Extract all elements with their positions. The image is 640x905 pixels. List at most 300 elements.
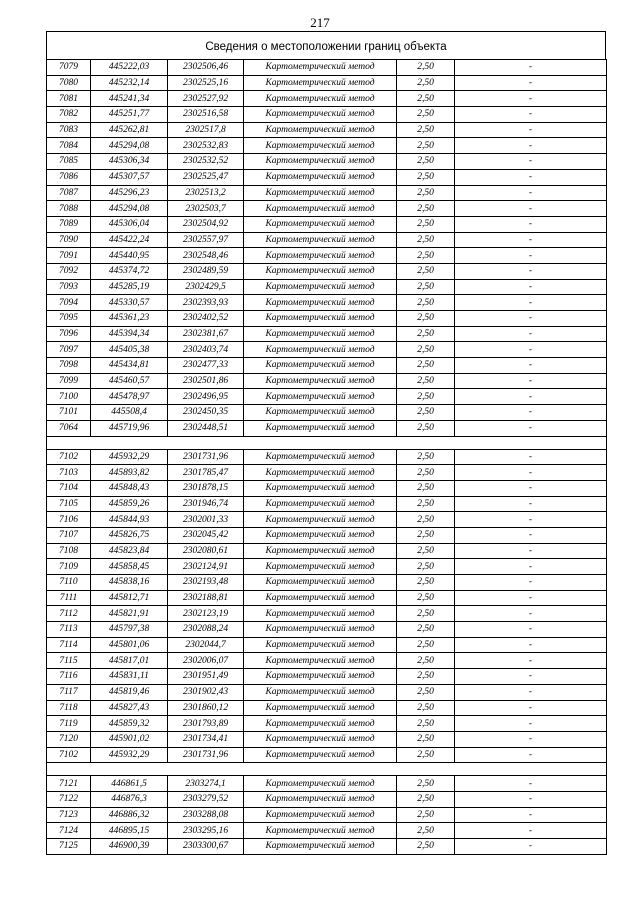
accuracy-cell: 2,50 [397,496,455,512]
point-number-cell: 7099 [47,373,91,389]
accuracy-cell: 2,50 [397,776,455,792]
x-coordinate-cell: 445848,43 [91,480,168,496]
method-cell: Картометрический метод [244,700,397,716]
x-coordinate-cell: 445821,91 [91,606,168,622]
method-cell: Картометрический метод [244,465,397,481]
description-cell: - [455,169,607,185]
method-cell: Картометрический метод [244,653,397,669]
point-number-cell: 7108 [47,543,91,559]
method-cell: Картометрический метод [244,839,397,855]
table-row [47,91,607,107]
y-coordinate-cell: 2302516,58 [168,107,244,123]
method-cell: Картометрический метод [244,295,397,311]
point-number-cell: 7095 [47,311,91,327]
y-coordinate-cell: 2302193,48 [168,575,244,591]
description-cell: - [455,326,607,342]
accuracy-cell: 2,50 [397,606,455,622]
x-coordinate-cell: 445827,43 [91,700,168,716]
point-number-cell: 7113 [47,622,91,638]
point-number-cell: 7085 [47,154,91,170]
method-cell: Картометрический метод [244,622,397,638]
method-cell: Картометрический метод [244,512,397,528]
description-cell: - [455,700,607,716]
y-coordinate-cell: 2302080,61 [168,543,244,559]
method-cell: Картометрический метод [244,823,397,839]
description-cell: - [455,201,607,217]
accuracy-cell: 2,50 [397,405,455,421]
x-coordinate-cell: 445306,34 [91,154,168,170]
accuracy-cell: 2,50 [397,684,455,700]
point-number-cell: 7083 [47,122,91,138]
description-cell: - [455,543,607,559]
table-row [47,216,607,232]
table-row [47,653,607,669]
point-number-cell: 7064 [47,420,91,436]
accuracy-cell: 2,50 [397,248,455,264]
method-cell: Картометрический метод [244,326,397,342]
description-cell: - [455,731,607,747]
description-cell: - [455,590,607,606]
table-row [47,559,607,575]
point-number-cell: 7088 [47,201,91,217]
boundary-table-sheet [46,31,606,855]
table-row [47,358,607,374]
point-number-cell: 7105 [47,496,91,512]
point-number-cell: 7092 [47,263,91,279]
accuracy-cell: 2,50 [397,107,455,123]
separator-cell [47,763,607,776]
table-row [47,747,607,763]
table-row [47,512,607,528]
table-row [47,575,607,591]
x-coordinate-cell: 445901,02 [91,731,168,747]
point-number-cell: 7082 [47,107,91,123]
y-coordinate-cell: 2302517,8 [168,122,244,138]
table-row [47,311,607,327]
point-number-cell: 7111 [47,590,91,606]
point-number-cell: 7100 [47,389,91,405]
method-cell: Картометрический метод [244,185,397,201]
accuracy-cell: 2,50 [397,185,455,201]
accuracy-cell: 2,50 [397,807,455,823]
table-row [47,731,607,747]
description-cell: - [455,263,607,279]
y-coordinate-cell: 2302450,35 [168,405,244,421]
y-coordinate-cell: 2302513,2 [168,185,244,201]
y-coordinate-cell: 2303274,1 [168,776,244,792]
method-cell: Картометрический метод [244,122,397,138]
table-row [47,342,607,358]
y-coordinate-cell: 2302448,51 [168,420,244,436]
x-coordinate-cell: 445422,24 [91,232,168,248]
description-cell: - [455,791,607,807]
method-cell: Картометрический метод [244,449,397,465]
x-coordinate-cell: 445817,01 [91,653,168,669]
description-cell: - [455,358,607,374]
x-coordinate-cell: 445405,38 [91,342,168,358]
x-coordinate-cell: 445478,97 [91,389,168,405]
point-number-cell: 7104 [47,480,91,496]
table-row [47,75,607,91]
table-row [47,606,607,622]
table-row [47,496,607,512]
table-row [47,295,607,311]
method-cell: Картометрический метод [244,216,397,232]
x-coordinate-cell: 445844,93 [91,512,168,528]
description-cell: - [455,60,607,76]
x-coordinate-cell: 445307,57 [91,169,168,185]
separator-cell [47,436,607,449]
x-coordinate-cell: 445831,11 [91,669,168,685]
description-cell: - [455,716,607,732]
accuracy-cell: 2,50 [397,449,455,465]
accuracy-cell: 2,50 [397,60,455,76]
table-row [47,185,607,201]
method-cell: Картометрический метод [244,311,397,327]
description-cell: - [455,807,607,823]
table-row [47,669,607,685]
point-number-cell: 7112 [47,606,91,622]
y-coordinate-cell: 2302429,5 [168,279,244,295]
accuracy-cell: 2,50 [397,839,455,855]
method-cell: Картометрический метод [244,575,397,591]
accuracy-cell: 2,50 [397,138,455,154]
y-coordinate-cell: 2301902,43 [168,684,244,700]
method-cell: Картометрический метод [244,154,397,170]
accuracy-cell: 2,50 [397,543,455,559]
y-coordinate-cell: 2302532,52 [168,154,244,170]
x-coordinate-cell: 445434,81 [91,358,168,374]
x-coordinate-cell: 446876,3 [91,791,168,807]
point-number-cell: 7116 [47,669,91,685]
accuracy-cell: 2,50 [397,480,455,496]
description-cell: - [455,575,607,591]
method-cell: Картометрический метод [244,791,397,807]
y-coordinate-cell: 2302525,47 [168,169,244,185]
method-cell: Картометрический метод [244,405,397,421]
x-coordinate-cell: 445893,82 [91,465,168,481]
method-cell: Картометрический метод [244,684,397,700]
x-coordinate-cell: 446900,39 [91,839,168,855]
description-cell: - [455,91,607,107]
table-row [47,248,607,264]
accuracy-cell: 2,50 [397,420,455,436]
table-row [47,716,607,732]
point-number-cell: 7119 [47,716,91,732]
x-coordinate-cell: 446861,5 [91,776,168,792]
table-row [47,590,607,606]
method-cell: Картометрический метод [244,138,397,154]
point-number-cell: 7103 [47,465,91,481]
x-coordinate-cell: 445858,45 [91,559,168,575]
description-cell: - [455,248,607,264]
accuracy-cell: 2,50 [397,358,455,374]
description-cell: - [455,496,607,512]
page-number: 217 [310,15,330,30]
x-coordinate-cell: 445838,16 [91,575,168,591]
point-number-cell: 7094 [47,295,91,311]
y-coordinate-cell: 2302503,7 [168,201,244,217]
method-cell: Картометрический метод [244,637,397,653]
y-coordinate-cell: 2303288,08 [168,807,244,823]
y-coordinate-cell: 2301951,49 [168,669,244,685]
description-cell: - [455,75,607,91]
point-number-cell: 7093 [47,279,91,295]
accuracy-cell: 2,50 [397,169,455,185]
description-cell: - [455,138,607,154]
y-coordinate-cell: 2302548,46 [168,248,244,264]
x-coordinate-cell: 445374,72 [91,263,168,279]
x-coordinate-cell: 445241,34 [91,91,168,107]
point-number-cell: 7091 [47,248,91,264]
method-cell: Картометрический метод [244,731,397,747]
x-coordinate-cell: 445361,23 [91,311,168,327]
point-number-cell: 7107 [47,527,91,543]
y-coordinate-cell: 2303295,16 [168,823,244,839]
accuracy-cell: 2,50 [397,311,455,327]
accuracy-cell: 2,50 [397,201,455,217]
accuracy-cell: 2,50 [397,295,455,311]
method-cell: Картометрический метод [244,169,397,185]
table-row [47,420,607,436]
table-row [47,60,607,76]
accuracy-cell: 2,50 [397,342,455,358]
description-cell: - [455,606,607,622]
description-cell: - [455,449,607,465]
description-cell: - [455,823,607,839]
x-coordinate-cell: 445932,29 [91,747,168,763]
description-cell: - [455,776,607,792]
table-title: Сведения о местоположении границ объекта [46,31,606,59]
table-row [47,684,607,700]
y-coordinate-cell: 2301878,15 [168,480,244,496]
description-cell: - [455,122,607,138]
accuracy-cell: 2,50 [397,512,455,528]
y-coordinate-cell: 2301860,12 [168,700,244,716]
y-coordinate-cell: 2303300,67 [168,839,244,855]
point-number-cell: 7081 [47,91,91,107]
y-coordinate-cell: 2302501,86 [168,373,244,389]
y-coordinate-cell: 2302489,59 [168,263,244,279]
description-cell: - [455,512,607,528]
accuracy-cell: 2,50 [397,389,455,405]
table-row [47,637,607,653]
table-row [47,449,607,465]
accuracy-cell: 2,50 [397,373,455,389]
x-coordinate-cell: 445932,29 [91,449,168,465]
table-row [47,279,607,295]
x-coordinate-cell: 446895,15 [91,823,168,839]
x-coordinate-cell: 445823,84 [91,543,168,559]
y-coordinate-cell: 2302403,74 [168,342,244,358]
description-cell: - [455,107,607,123]
point-number-cell: 7084 [47,138,91,154]
table-row [47,138,607,154]
coordinates-table-body [47,60,607,855]
method-cell: Картометрический метод [244,373,397,389]
point-number-cell: 7089 [47,216,91,232]
y-coordinate-cell: 2302527,92 [168,91,244,107]
accuracy-cell: 2,50 [397,559,455,575]
table-row [47,405,607,421]
x-coordinate-cell: 445285,19 [91,279,168,295]
method-cell: Картометрический метод [244,496,397,512]
accuracy-cell: 2,50 [397,216,455,232]
accuracy-cell: 2,50 [397,326,455,342]
method-cell: Картометрический метод [244,747,397,763]
accuracy-cell: 2,50 [397,263,455,279]
x-coordinate-cell: 445222,03 [91,60,168,76]
method-cell: Картометрический метод [244,420,397,436]
point-number-cell: 7102 [47,747,91,763]
point-number-cell: 7096 [47,326,91,342]
method-cell: Картометрический метод [244,606,397,622]
x-coordinate-cell: 445797,38 [91,622,168,638]
x-coordinate-cell: 445251,77 [91,107,168,123]
method-cell: Картометрический метод [244,807,397,823]
point-number-cell: 7122 [47,791,91,807]
table-row [47,480,607,496]
table-row [47,263,607,279]
accuracy-cell: 2,50 [397,669,455,685]
description-cell: - [455,389,607,405]
accuracy-cell: 2,50 [397,731,455,747]
point-number-cell: 7120 [47,731,91,747]
accuracy-cell: 2,50 [397,122,455,138]
description-cell: - [455,465,607,481]
x-coordinate-cell: 445394,34 [91,326,168,342]
description-cell: - [455,279,607,295]
accuracy-cell: 2,50 [397,622,455,638]
y-coordinate-cell: 2302381,67 [168,326,244,342]
y-coordinate-cell: 2301731,96 [168,747,244,763]
description-cell: - [455,637,607,653]
y-coordinate-cell: 2302124,91 [168,559,244,575]
point-number-cell: 7124 [47,823,91,839]
method-cell: Картометрический метод [244,543,397,559]
y-coordinate-cell: 2302496,95 [168,389,244,405]
accuracy-cell: 2,50 [397,653,455,669]
method-cell: Картометрический метод [244,342,397,358]
accuracy-cell: 2,50 [397,465,455,481]
method-cell: Картометрический метод [244,716,397,732]
point-number-cell: 7118 [47,700,91,716]
accuracy-cell: 2,50 [397,700,455,716]
description-cell: - [455,669,607,685]
accuracy-cell: 2,50 [397,590,455,606]
method-cell: Картометрический метод [244,232,397,248]
point-number-cell: 7121 [47,776,91,792]
accuracy-cell: 2,50 [397,75,455,91]
accuracy-cell: 2,50 [397,716,455,732]
description-cell: - [455,527,607,543]
y-coordinate-cell: 2302393,93 [168,295,244,311]
description-cell: - [455,747,607,763]
description-cell: - [455,405,607,421]
table-row [47,107,607,123]
y-coordinate-cell: 2301793,89 [168,716,244,732]
point-number-cell: 7125 [47,839,91,855]
x-coordinate-cell: 445440,95 [91,248,168,264]
method-cell: Картометрический метод [244,590,397,606]
method-cell: Картометрический метод [244,669,397,685]
method-cell: Картометрический метод [244,75,397,91]
point-number-cell: 7101 [47,405,91,421]
method-cell: Картометрический метод [244,91,397,107]
method-cell: Картометрический метод [244,60,397,76]
x-coordinate-cell: 445294,08 [91,201,168,217]
y-coordinate-cell: 2303279,52 [168,791,244,807]
table-row [47,169,607,185]
y-coordinate-cell: 2302477,33 [168,358,244,374]
description-cell: - [455,154,607,170]
y-coordinate-cell: 2301734,41 [168,731,244,747]
x-coordinate-cell: 445262,81 [91,122,168,138]
table-row [47,389,607,405]
y-coordinate-cell: 2302044,7 [168,637,244,653]
point-number-cell: 7109 [47,559,91,575]
point-number-cell: 7080 [47,75,91,91]
method-cell: Картометрический метод [244,201,397,217]
y-coordinate-cell: 2302088,24 [168,622,244,638]
y-coordinate-cell: 2302123,19 [168,606,244,622]
table-row [47,823,607,839]
point-number-cell: 7102 [47,449,91,465]
point-number-cell: 7090 [47,232,91,248]
description-cell: - [455,480,607,496]
point-number-cell: 7097 [47,342,91,358]
y-coordinate-cell: 2302006,07 [168,653,244,669]
x-coordinate-cell: 445508,4 [91,405,168,421]
accuracy-cell: 2,50 [397,575,455,591]
method-cell: Картометрический метод [244,389,397,405]
x-coordinate-cell: 445330,57 [91,295,168,311]
description-cell: - [455,295,607,311]
table-row [47,543,607,559]
x-coordinate-cell: 445859,32 [91,716,168,732]
accuracy-cell: 2,50 [397,279,455,295]
description-cell: - [455,420,607,436]
method-cell: Картометрический метод [244,559,397,575]
method-cell: Картометрический метод [244,358,397,374]
method-cell: Картометрический метод [244,527,397,543]
y-coordinate-cell: 2302504,92 [168,216,244,232]
method-cell: Картометрический метод [244,107,397,123]
accuracy-cell: 2,50 [397,747,455,763]
section-separator-row [47,763,607,776]
table-row [47,622,607,638]
table-row [47,807,607,823]
point-number-cell: 7123 [47,807,91,823]
x-coordinate-cell: 446886,32 [91,807,168,823]
x-coordinate-cell: 445460,57 [91,373,168,389]
y-coordinate-cell: 2302525,16 [168,75,244,91]
method-cell: Картометрический метод [244,263,397,279]
table-row [47,326,607,342]
description-cell: - [455,684,607,700]
point-number-cell: 7098 [47,358,91,374]
point-number-cell: 7086 [47,169,91,185]
accuracy-cell: 2,50 [397,791,455,807]
description-cell: - [455,839,607,855]
description-cell: - [455,622,607,638]
y-coordinate-cell: 2302557,97 [168,232,244,248]
table-row [47,700,607,716]
section-separator-row [47,436,607,449]
y-coordinate-cell: 2302188,81 [168,590,244,606]
accuracy-cell: 2,50 [397,232,455,248]
x-coordinate-cell: 445859,26 [91,496,168,512]
